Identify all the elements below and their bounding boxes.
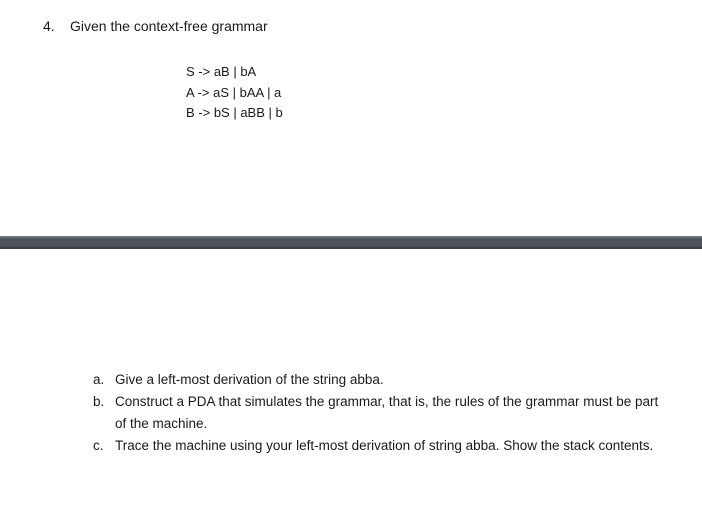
part-text: Give a left-most derivation of the string abba. <box>115 372 384 387</box>
grammar-rule-a: A -> aS | bAA | a <box>186 84 282 100</box>
question-header <box>43 16 268 36</box>
grammar-rules <box>186 62 283 124</box>
question-parts-list <box>93 369 673 457</box>
part-letter: b. <box>93 394 105 409</box>
question-part-b <box>93 391 673 435</box>
part-letter: c. <box>93 438 104 453</box>
question-number: 4. <box>43 18 55 34</box>
question-part-a <box>93 369 673 391</box>
part-letter: a. <box>93 372 105 387</box>
part-text: Trace the machine using your left-most derivation of string abba. Show the stack contents. <box>115 438 654 453</box>
part-text: Construct a PDA that simulates the grammar, that is, the rules of the grammar must be part of the machine. <box>115 394 659 431</box>
question-part-c <box>93 435 673 457</box>
grammar-rule-s: S -> aB | bA <box>186 64 257 79</box>
question-prompt: Given the context-free grammar <box>70 18 268 34</box>
page-divider-bar <box>0 236 702 249</box>
grammar-rule-b: B -> bS | aBB | b <box>186 105 283 120</box>
